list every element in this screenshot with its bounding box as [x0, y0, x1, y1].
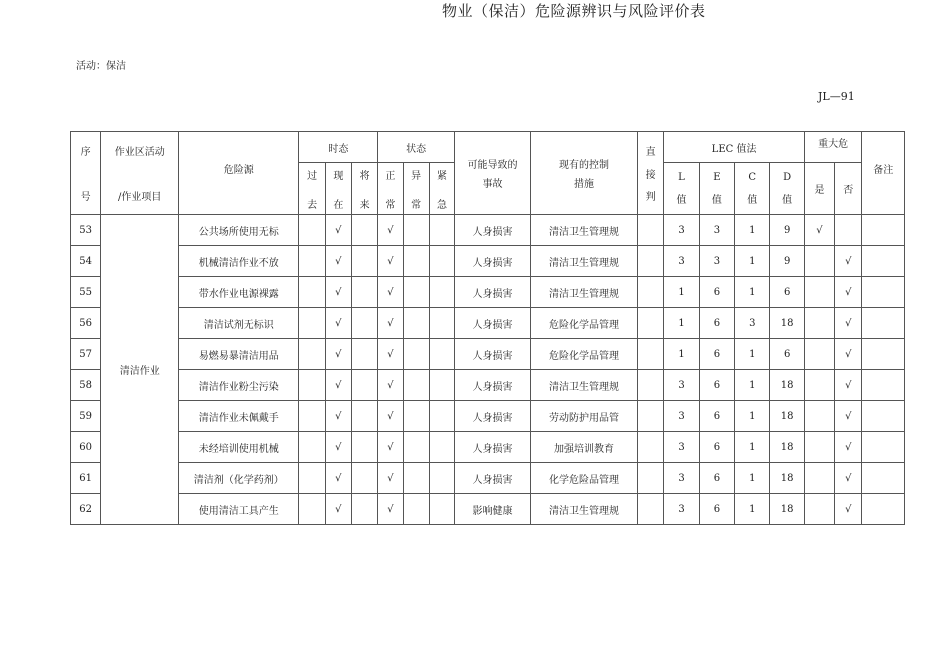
state-normal-cell: √: [378, 370, 403, 401]
control-cell: 危险化学品管理: [530, 339, 637, 370]
state-emergency-cell: [429, 494, 454, 525]
control-cell: 清洁卫生管理规: [530, 215, 637, 246]
seq-cell: 58: [71, 370, 101, 401]
c-value-cell: 1: [735, 246, 770, 277]
tense-future-cell: [351, 401, 377, 432]
direct-judgement-cell: [638, 463, 664, 494]
direct-judgement-cell: [638, 246, 664, 277]
c-value-cell: 3: [735, 308, 770, 339]
state-emergency-cell: [429, 246, 454, 277]
d-value-header: D 值: [770, 163, 804, 215]
direct-judgement-cell: [638, 494, 664, 525]
major-hazard-header: 重大危: [804, 132, 862, 163]
d-value-cell: 18: [770, 494, 804, 525]
seq-cell: 53: [71, 215, 101, 246]
direct-judgement-cell: [638, 401, 664, 432]
work-area-group-cell: 清洁作业: [101, 215, 179, 525]
accident-cell: 人身损害: [455, 215, 531, 246]
state-emergency-cell: [429, 370, 454, 401]
tense-past-cell: [299, 277, 325, 308]
state-normal-cell: √: [378, 308, 403, 339]
remark-header: 备注: [862, 132, 905, 215]
table-row: [71, 215, 905, 246]
table-row: [71, 246, 905, 277]
major-no-cell: √: [835, 401, 862, 432]
seq-header: 序 号: [71, 132, 101, 215]
tense-now-cell: √: [325, 370, 351, 401]
accident-cell: 人身损害: [455, 246, 531, 277]
tense-future-header: 将 来: [351, 163, 377, 215]
major-yes-cell: [804, 246, 834, 277]
state-abnormal-cell: [403, 277, 429, 308]
state-normal-cell: √: [378, 277, 403, 308]
tense-now-cell: √: [325, 432, 351, 463]
e-value-cell: 6: [699, 308, 734, 339]
d-value-cell: 18: [770, 308, 804, 339]
control-cell: 清洁卫生管理规: [530, 277, 637, 308]
d-value-cell: 9: [770, 246, 804, 277]
d-value-cell: 18: [770, 432, 804, 463]
c-value-cell: 1: [735, 432, 770, 463]
major-no-cell: √: [835, 246, 862, 277]
tense-past-cell: [299, 215, 325, 246]
major-no-cell: √: [835, 494, 862, 525]
direct-judgement-cell: [638, 215, 664, 246]
e-value-header: E 值: [699, 163, 734, 215]
c-value-cell: 1: [735, 494, 770, 525]
c-value-cell: 1: [735, 215, 770, 246]
state-emergency-cell: [429, 463, 454, 494]
table-row: [71, 401, 905, 432]
tense-past-cell: [299, 494, 325, 525]
state-abnormal-cell: [403, 246, 429, 277]
hazard-table: [70, 131, 905, 525]
c-value-cell: 1: [735, 463, 770, 494]
tense-future-cell: [351, 494, 377, 525]
tense-now-cell: √: [325, 277, 351, 308]
major-no-cell: √: [835, 308, 862, 339]
remark-cell: [862, 370, 905, 401]
major-no-cell: √: [835, 463, 862, 494]
seq-cell: 60: [71, 432, 101, 463]
state-emergency-cell: [429, 308, 454, 339]
state-emergency-cell: [429, 277, 454, 308]
activity-label: 活动：保洁: [76, 61, 126, 72]
e-value-cell: 6: [699, 463, 734, 494]
seq-cell: 62: [71, 494, 101, 525]
tense-now-cell: √: [325, 246, 351, 277]
major-no-cell: √: [835, 432, 862, 463]
l-value-cell: 1: [664, 277, 699, 308]
state-normal-cell: √: [378, 246, 403, 277]
page-title: 物业（保洁）危险源辨识与风险评价表: [442, 2, 706, 20]
control-cell: 化学危险品管理: [530, 463, 637, 494]
accident-header: 可能导致的 事故: [455, 132, 531, 215]
tense-past-cell: [299, 463, 325, 494]
state-normal-cell: √: [378, 463, 403, 494]
tense-header: 时态: [299, 132, 378, 163]
e-value-cell: 6: [699, 277, 734, 308]
d-value-cell: 18: [770, 401, 804, 432]
l-value-cell: 3: [664, 494, 699, 525]
l-value-cell: 3: [664, 246, 699, 277]
control-cell: 加强培训教育: [530, 432, 637, 463]
accident-cell: 人身损害: [455, 277, 531, 308]
major-no-cell: √: [835, 277, 862, 308]
remark-cell: [862, 215, 905, 246]
d-value-cell: 18: [770, 370, 804, 401]
major-yes-cell: √: [804, 215, 834, 246]
table-row: [71, 339, 905, 370]
accident-cell: 影响健康: [455, 494, 531, 525]
l-value-cell: 3: [664, 432, 699, 463]
table-row: [71, 432, 905, 463]
c-value-cell: 1: [735, 370, 770, 401]
state-abnormal-header: 异 常: [403, 163, 429, 215]
major-no-cell: √: [835, 370, 862, 401]
state-normal-cell: √: [378, 339, 403, 370]
table-row: [71, 463, 905, 494]
control-cell: 清洁卫生管理规: [530, 370, 637, 401]
tense-future-cell: [351, 277, 377, 308]
tense-future-cell: [351, 463, 377, 494]
major-no-cell: √: [835, 339, 862, 370]
seq-cell: 59: [71, 401, 101, 432]
tense-now-cell: √: [325, 308, 351, 339]
hazard-cell: 使用清洁工具产生: [179, 494, 299, 525]
seq-cell: 61: [71, 463, 101, 494]
major-yes-header: 是: [804, 163, 834, 215]
e-value-cell: 3: [699, 215, 734, 246]
remark-cell: [862, 277, 905, 308]
tense-past-cell: [299, 339, 325, 370]
hazard-cell: 公共场所使用无标: [179, 215, 299, 246]
l-value-cell: 3: [664, 463, 699, 494]
control-cell: 劳动防护用品管: [530, 401, 637, 432]
l-value-cell: 1: [664, 339, 699, 370]
state-emergency-header: 紧 急: [429, 163, 454, 215]
document-code: JL—91: [818, 90, 855, 103]
d-value-cell: 9: [770, 215, 804, 246]
tense-now-cell: √: [325, 339, 351, 370]
tense-future-cell: [351, 339, 377, 370]
tense-future-cell: [351, 432, 377, 463]
seq-cell: 55: [71, 277, 101, 308]
table-row: [71, 277, 905, 308]
c-value-header: C 值: [735, 163, 770, 215]
c-value-cell: 1: [735, 277, 770, 308]
state-normal-cell: √: [378, 215, 403, 246]
table-row: [71, 370, 905, 401]
major-yes-cell: [804, 339, 834, 370]
tense-now-cell: √: [325, 463, 351, 494]
state-abnormal-cell: [403, 308, 429, 339]
state-emergency-cell: [429, 401, 454, 432]
tense-past-header: 过 去: [299, 163, 325, 215]
state-normal-cell: √: [378, 401, 403, 432]
control-cell: 清洁卫生管理规: [530, 494, 637, 525]
accident-cell: 人身损害: [455, 432, 531, 463]
state-abnormal-cell: [403, 215, 429, 246]
remark-cell: [862, 246, 905, 277]
hazard-cell: 清洁作业粉尘污染: [179, 370, 299, 401]
tense-past-cell: [299, 370, 325, 401]
lec-header: LEC 值法: [664, 132, 805, 163]
tense-now-cell: √: [325, 215, 351, 246]
e-value-cell: 6: [699, 432, 734, 463]
state-abnormal-cell: [403, 401, 429, 432]
state-emergency-cell: [429, 339, 454, 370]
tense-now-cell: √: [325, 494, 351, 525]
seq-cell: 57: [71, 339, 101, 370]
c-value-cell: 1: [735, 401, 770, 432]
hazard-cell: 机械清洁作业不放: [179, 246, 299, 277]
e-value-cell: 6: [699, 339, 734, 370]
hazard-cell: 清洁试剂无标识: [179, 308, 299, 339]
tense-future-cell: [351, 308, 377, 339]
major-yes-cell: [804, 432, 834, 463]
d-value-cell: 18: [770, 463, 804, 494]
state-abnormal-cell: [403, 463, 429, 494]
seq-cell: 56: [71, 308, 101, 339]
direct-judgement-cell: [638, 339, 664, 370]
d-value-cell: 6: [770, 339, 804, 370]
d-value-cell: 6: [770, 277, 804, 308]
state-normal-cell: √: [378, 432, 403, 463]
hazard-cell: 未经培训使用机械: [179, 432, 299, 463]
control-cell: 危险化学品管理: [530, 308, 637, 339]
tense-past-cell: [299, 308, 325, 339]
tense-past-cell: [299, 401, 325, 432]
l-value-header: L 值: [664, 163, 699, 215]
header-row-1: [71, 132, 905, 163]
direct-judgement-cell: [638, 308, 664, 339]
accident-cell: 人身损害: [455, 401, 531, 432]
state-abnormal-cell: [403, 339, 429, 370]
hazard-header: 危险源: [179, 132, 299, 215]
tense-now-cell: √: [325, 401, 351, 432]
direct-judgement-cell: [638, 277, 664, 308]
remark-cell: [862, 308, 905, 339]
state-normal-cell: √: [378, 494, 403, 525]
direct-judgement-cell: [638, 432, 664, 463]
tense-future-cell: [351, 370, 377, 401]
seq-cell: 54: [71, 246, 101, 277]
major-yes-cell: [804, 463, 834, 494]
tense-future-cell: [351, 246, 377, 277]
major-yes-cell: [804, 308, 834, 339]
state-emergency-cell: [429, 432, 454, 463]
state-abnormal-cell: [403, 494, 429, 525]
hazard-cell: 清洁作业未佩戴手: [179, 401, 299, 432]
major-no-header: 否: [835, 163, 862, 215]
area-header: 作业区活动 /作业项目: [101, 132, 179, 215]
l-value-cell: 3: [664, 370, 699, 401]
accident-cell: 人身损害: [455, 370, 531, 401]
state-abnormal-cell: [403, 432, 429, 463]
control-header: 现有的控制 措施: [530, 132, 637, 215]
l-value-cell: 3: [664, 215, 699, 246]
table-row: [71, 494, 905, 525]
remark-cell: [862, 401, 905, 432]
accident-cell: 人身损害: [455, 463, 531, 494]
remark-cell: [862, 494, 905, 525]
direct-judgement-header: 直 接 判: [638, 132, 664, 215]
tense-now-header: 现 在: [325, 163, 351, 215]
e-value-cell: 6: [699, 494, 734, 525]
accident-cell: 人身损害: [455, 308, 531, 339]
c-value-cell: 1: [735, 339, 770, 370]
l-value-cell: 3: [664, 401, 699, 432]
e-value-cell: 6: [699, 401, 734, 432]
direct-judgement-cell: [638, 370, 664, 401]
l-value-cell: 1: [664, 308, 699, 339]
tense-future-cell: [351, 215, 377, 246]
tense-past-cell: [299, 432, 325, 463]
state-normal-header: 正 常: [378, 163, 403, 215]
state-abnormal-cell: [403, 370, 429, 401]
accident-cell: 人身损害: [455, 339, 531, 370]
hazard-cell: 易燃易暴清洁用品: [179, 339, 299, 370]
hazard-cell: 带水作业电源裸露: [179, 277, 299, 308]
remark-cell: [862, 339, 905, 370]
hazard-cell: 清洁剂（化学药剂）: [179, 463, 299, 494]
remark-cell: [862, 463, 905, 494]
major-yes-cell: [804, 277, 834, 308]
state-emergency-cell: [429, 215, 454, 246]
major-yes-cell: [804, 494, 834, 525]
e-value-cell: 3: [699, 246, 734, 277]
major-yes-cell: [804, 401, 834, 432]
remark-cell: [862, 432, 905, 463]
major-no-cell: [835, 215, 862, 246]
e-value-cell: 6: [699, 370, 734, 401]
tense-past-cell: [299, 246, 325, 277]
table-row: [71, 308, 905, 339]
state-header: 状态: [378, 132, 455, 163]
major-yes-cell: [804, 370, 834, 401]
control-cell: 清洁卫生管理规: [530, 246, 637, 277]
